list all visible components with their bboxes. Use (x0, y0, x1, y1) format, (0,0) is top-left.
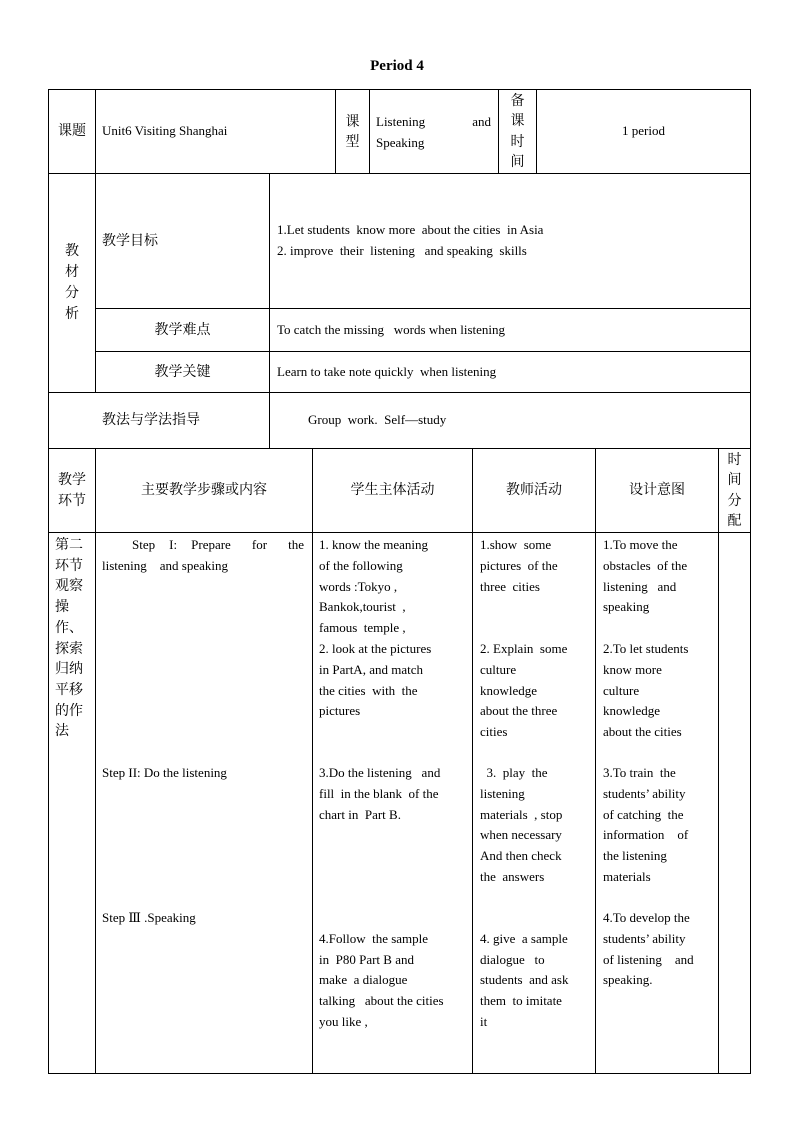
step-3-teacher: 4. give a sample dialogue to students and ask them to imitate it (480, 930, 569, 1029)
step-1-teacher: 1.show some pictures of the three cities 2. Explain some culture knowledge about the three cities (480, 537, 568, 740)
topic-label: 课题 (58, 123, 86, 140)
objectives-list: 1.Let students know more about the cities in Asia 2. improve their listening and speaking skills (277, 222, 544, 258)
step-1-design: 1.To move the obstacles of the listening and speaking 2.To let students know more culture knowledge about the cities (603, 537, 689, 740)
step-1-content: Step I: Prepare for the listening and speaking (102, 537, 308, 573)
content-header: 主要教学步骤或内容 (141, 482, 267, 499)
step-1-student: 1. know the meaning of the following words :Tokyo , Bankok,tourist , famous temple , 2. look at the pictures in PartA, and match the cities with the pictures (319, 537, 432, 719)
topic-value: Unit6 Visiting Shanghai (102, 123, 228, 139)
type-value: Listening and Speaking (376, 114, 491, 150)
method-value: Group work. Self—study (308, 412, 447, 428)
design-header: 设计意图 (629, 482, 685, 499)
step-3-student: 4.Follow the sample in P80 Part B and make a dialogue talking about the cities you like , (319, 930, 444, 1029)
student-header: 学生主体活动 (350, 482, 435, 499)
step-3-design: 4.To develop the students’ ability of listening and speaking. (603, 910, 694, 988)
prep-time-label: 备课时间 (510, 92, 525, 170)
step-2-student: 3.Do the listening and fill in the blank of the chart in Part B. (319, 765, 441, 822)
analysis-label: 教材分析 (65, 243, 79, 322)
difficulty-label: 教学难点 (154, 321, 211, 338)
step-3-content: Step Ⅲ .Speaking (102, 910, 196, 925)
stage-text: 第二环节观察操作、探索归纳平移的作法 (55, 537, 83, 740)
type-label: 课型 (345, 113, 360, 150)
key-value: Learn to take note quickly when listening (277, 363, 497, 379)
time-header: 时间分配 (727, 451, 742, 529)
teacher-header: 教师活动 (506, 482, 562, 499)
method-label: 教法与学法指导 (102, 412, 200, 429)
prep-time-value: 1 period (622, 123, 665, 139)
stage-header: 教学环节 (58, 471, 86, 509)
key-label: 教学关键 (154, 363, 211, 380)
step-2-content: Step II: Do the listening (102, 765, 227, 780)
page-title: Period 4 (370, 58, 424, 74)
objectives-label: 教学目标 (102, 232, 158, 249)
difficulty-value: To catch the missing words when listening (277, 321, 506, 337)
step-2-design: 3.To train the students’ ability of catching the information of the listening materials (603, 765, 689, 884)
step-2-teacher: 3. play the listening materials , stop when necessary And then check the answers (480, 765, 563, 884)
